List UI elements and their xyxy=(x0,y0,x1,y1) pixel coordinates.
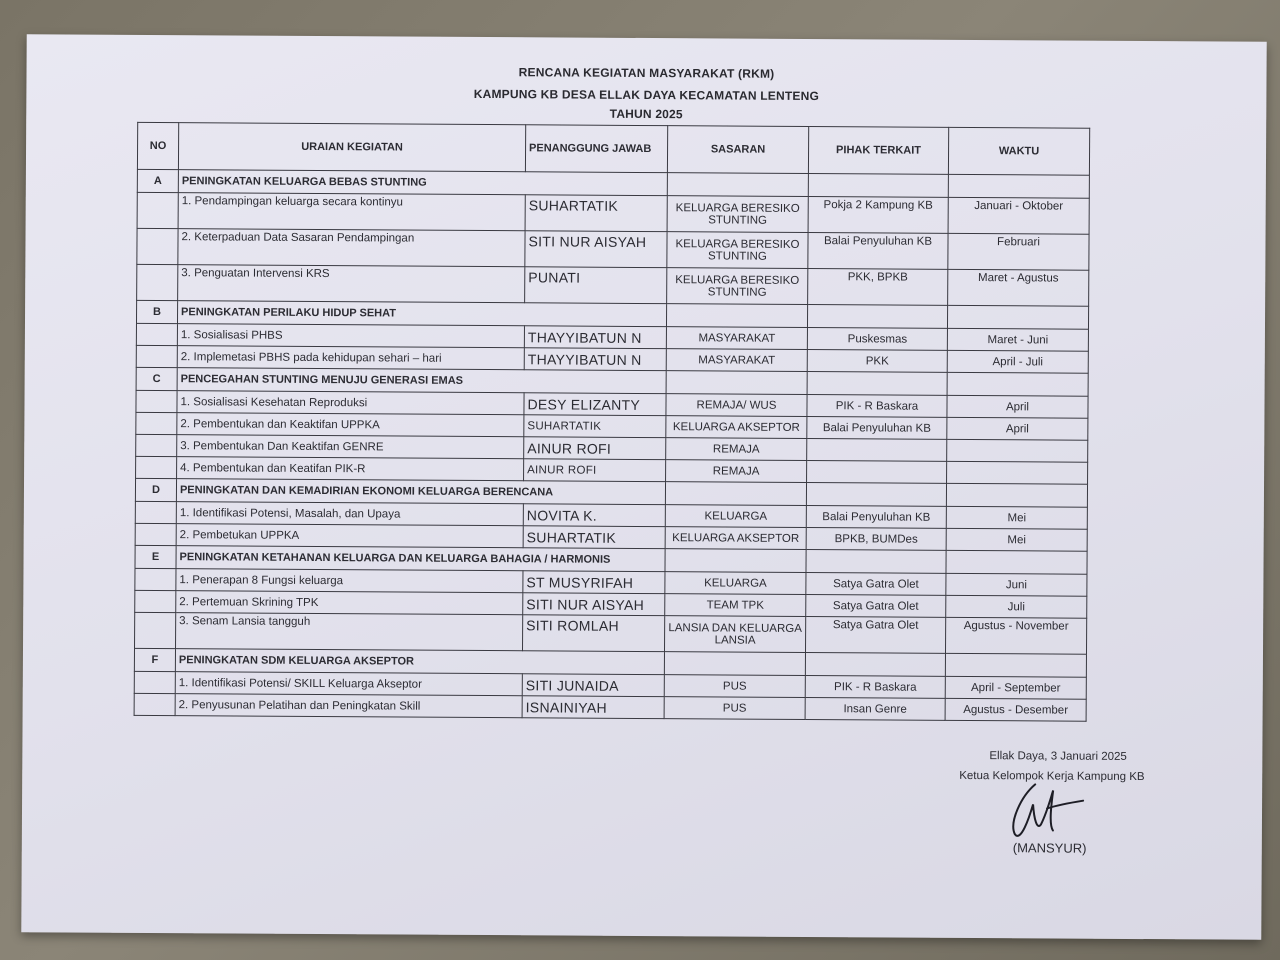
row-sasaran: KELUARGA AKSEPTOR xyxy=(666,416,807,439)
row-waktu: Mei xyxy=(946,528,1087,551)
row-sasaran: KELUARGA BERESIKO STUNTING xyxy=(667,196,808,233)
row-sasaran: REMAJA/ WUS xyxy=(666,394,807,417)
row-uraian: 2. Implemetasi PBHS pada kehidupan sehari – hari xyxy=(177,346,524,370)
row-waktu: Maret - Juni xyxy=(947,328,1088,351)
row-sasaran: MASYARAKAT xyxy=(666,327,807,350)
row-uraian: 1. Penerapan 8 Fungsi keluarga xyxy=(176,569,523,593)
section-code: F xyxy=(134,648,175,671)
row-pihak-terkait: PKK, BPKB xyxy=(808,268,948,305)
row-sasaran: KELUARGA AKSEPTOR xyxy=(665,527,806,550)
row-no-cell xyxy=(135,568,176,590)
section-empty-cell xyxy=(946,483,1087,507)
row-waktu: Januari - Oktober xyxy=(948,197,1089,234)
row-waktu: April xyxy=(947,417,1088,440)
header-sasaran: SASARAN xyxy=(667,126,808,174)
section-empty-cell xyxy=(806,482,946,506)
row-no-cell xyxy=(137,192,178,228)
row-pihak-terkait: Pokja 2 Kampung KB xyxy=(808,196,948,233)
section-empty-cell xyxy=(805,652,945,676)
row-sasaran: KELUARGA xyxy=(665,572,806,595)
document-subtitle: KAMPUNG KB DESA ELLAK DAYA KECAMATAN LENTENG xyxy=(473,86,820,104)
row-no-cell xyxy=(134,693,175,715)
section-empty-cell xyxy=(946,550,1087,574)
row-no-cell xyxy=(136,434,177,456)
signer-name: (MANSYUR) xyxy=(1012,840,1087,856)
row-penanggung-jawab: SITI JUNAIDA xyxy=(522,674,664,697)
table-header-row xyxy=(137,122,1089,175)
row-waktu: Juni xyxy=(946,573,1087,596)
section-empty-cell xyxy=(666,304,807,328)
document-title: RENCANA KEGIATAN MASYARAKAT (RKM) xyxy=(518,65,775,81)
row-waktu: Agustus - Desember xyxy=(945,698,1086,721)
section-title: PENINGKATAN KETAHANAN KELUARGA DAN KELUARGA BAHAGIA / HARMONIS xyxy=(176,546,665,572)
row-sasaran: REMAJA xyxy=(666,460,807,483)
row-pihak-terkait: PIK - R Baskara xyxy=(805,675,945,698)
row-pihak-terkait: Puskesmas xyxy=(807,327,947,350)
document-page xyxy=(21,34,1266,940)
row-no-cell xyxy=(136,390,177,412)
row-sasaran: LANSIA DAN KELUARGA LANSIA xyxy=(664,616,805,653)
row-pihak-terkait: Balai Penyuluhan KB xyxy=(807,416,947,439)
section-title: PENINGKATAN KELUARGA BEBAS STUNTING xyxy=(178,170,667,196)
section-title: PENINGKATAN SDM KELUARGA AKSEPTOR xyxy=(175,649,664,675)
row-penanggung-jawab: THAYYIBATUN N xyxy=(524,326,666,349)
row-uraian: 3. Senam Lansia tangguh xyxy=(176,613,523,651)
row-penanggung-jawab: SUHARTATIK xyxy=(524,415,666,438)
row-pihak-terkait: PKK xyxy=(807,349,947,372)
row-penanggung-jawab: THAYYIBATUN N xyxy=(524,348,666,371)
section-code: B xyxy=(136,300,177,323)
row-pihak-terkait xyxy=(807,438,947,461)
section-code: C xyxy=(136,367,177,390)
row-pihak-terkait: BPKB, BUMDes xyxy=(806,527,946,550)
row-waktu: Februari xyxy=(948,233,1089,270)
row-sasaran: TEAM TPK xyxy=(665,594,806,617)
section-empty-cell xyxy=(806,549,946,573)
row-penanggung-jawab: PUNATI xyxy=(525,267,667,304)
row-no-cell xyxy=(135,523,176,545)
row-waktu: Maret - Agustus xyxy=(948,269,1089,306)
row-pihak-terkait: Balai Penyuluhan KB xyxy=(806,505,946,528)
row-waktu: April - Juli xyxy=(947,350,1088,373)
section-empty-cell xyxy=(665,549,806,573)
row-no-cell xyxy=(137,228,178,264)
table-row xyxy=(137,228,1089,270)
row-uraian: 2. Keterpaduan Data Sasaran Pendampingan xyxy=(178,229,525,267)
header-penanggung-jawab: PENANGGUNG JAWAB xyxy=(525,125,667,173)
row-waktu xyxy=(947,461,1088,484)
row-sasaran: KELUARGA BERESIKO STUNTING xyxy=(667,268,808,305)
row-no-cell xyxy=(136,412,177,434)
handwritten-signature xyxy=(1007,778,1087,842)
row-waktu: Mei xyxy=(946,506,1087,529)
row-uraian: 1. Sosialisasi Kesehatan Reproduksi xyxy=(177,391,524,415)
document-year: TAHUN 2025 xyxy=(609,106,683,122)
section-title: PENINGKATAN DAN KEMADIRIAN EKONOMI KELUARGA BERENCANA xyxy=(176,479,665,505)
row-sasaran: KELUARGA BERESIKO STUNTING xyxy=(667,232,808,269)
section-empty-cell xyxy=(808,173,948,197)
row-uraian: 1. Sosialisasi PHBS xyxy=(177,324,524,348)
row-sasaran: REMAJA xyxy=(666,438,807,461)
section-empty-cell xyxy=(664,652,805,676)
row-no-cell xyxy=(135,501,176,523)
section-empty-cell xyxy=(947,372,1088,396)
row-penanggung-jawab: NOVITA K. xyxy=(523,504,665,527)
section-empty-cell xyxy=(947,305,1088,329)
section-empty-cell xyxy=(807,371,947,395)
section-code: D xyxy=(135,478,176,501)
row-no-cell xyxy=(136,345,177,367)
section-code: A xyxy=(137,169,178,192)
table-body xyxy=(134,169,1089,721)
row-uraian: 3. Penguatan Intervensi KRS xyxy=(178,265,525,303)
row-uraian: 2. Pertemuan Skrining TPK xyxy=(176,591,523,615)
row-sasaran: PUS xyxy=(664,697,805,720)
signer-title: Ketua Kelompok Kerja Kampung KB xyxy=(959,769,1145,784)
table-row xyxy=(137,264,1089,306)
row-no-cell xyxy=(137,264,178,300)
table-row xyxy=(134,693,1086,721)
row-no-cell xyxy=(135,612,176,648)
row-no-cell xyxy=(134,671,175,693)
row-uraian: 3. Pembentukan Dan Keaktifan GENRE xyxy=(177,435,524,459)
row-penanggung-jawab: SITI ROMLAH xyxy=(522,615,664,652)
row-penanggung-jawab: SITI NUR AISYAH xyxy=(523,593,665,616)
row-uraian: 1. Identifikasi Potensi/ SKILL Keluarga Akseptor xyxy=(175,672,522,696)
row-penanggung-jawab: AINUR ROFI xyxy=(524,459,666,482)
table-row xyxy=(135,612,1087,654)
row-sasaran: MASYARAKAT xyxy=(666,349,807,372)
row-pihak-terkait xyxy=(807,460,947,483)
row-waktu xyxy=(947,439,1088,462)
row-uraian: 1. Identifikasi Potensi, Masalah, dan Upaya xyxy=(176,502,523,526)
section-empty-cell xyxy=(665,482,806,506)
row-uraian: 2. Pembentukan dan Keaktifan UPPKA xyxy=(177,413,524,437)
row-no-cell xyxy=(136,456,177,478)
row-sasaran: KELUARGA xyxy=(665,505,806,528)
rkm-table xyxy=(134,122,1091,722)
table-row xyxy=(137,192,1089,234)
row-penanggung-jawab: ST MUSYRIFAH xyxy=(523,571,665,594)
row-waktu: April - September xyxy=(945,676,1086,699)
row-penanggung-jawab: SITI NUR AISYAH xyxy=(525,231,667,268)
section-empty-cell xyxy=(807,304,947,328)
section-empty-cell xyxy=(667,173,808,197)
row-pihak-terkait: Satya Gatra Olet xyxy=(805,616,945,653)
section-title: PENCEGAHAN STUNTING MENUJU GENERASI EMAS xyxy=(177,368,666,394)
section-empty-cell xyxy=(666,371,807,395)
row-no-cell xyxy=(136,323,177,345)
row-pihak-terkait: Balai Penyuluhan KB xyxy=(808,232,948,269)
row-penanggung-jawab: AINUR ROFI xyxy=(524,437,666,460)
row-penanggung-jawab: DESY ELIZANTY xyxy=(524,393,666,416)
row-waktu: Juli xyxy=(946,595,1087,618)
row-uraian: 1. Pendampingan keluarga secara kontinyu xyxy=(178,193,525,231)
row-pihak-terkait: Insan Genre xyxy=(805,697,945,720)
header-uraian: URAIAN KEGIATAN xyxy=(178,123,525,172)
row-pihak-terkait: Satya Gatra Olet xyxy=(806,572,946,595)
section-title: PENINGKATAN PERILAKU HIDUP SEHAT xyxy=(177,301,666,327)
row-uraian: 2. Pembetukan UPPKA xyxy=(176,524,523,548)
row-penanggung-jawab: ISNAINIYAH xyxy=(522,696,664,719)
row-waktu: Agustus - November xyxy=(945,617,1086,654)
row-penanggung-jawab: SUHARTATIK xyxy=(525,195,667,232)
row-waktu: April xyxy=(947,395,1088,418)
header-waktu: WAKTU xyxy=(948,127,1089,175)
header-no: NO xyxy=(137,122,178,169)
place-date: Ellak Daya, 3 Januari 2025 xyxy=(989,750,1127,763)
row-uraian: 4. Pembentukan dan Keatifan PIK-R xyxy=(177,457,524,481)
row-sasaran: PUS xyxy=(664,675,805,698)
row-pihak-terkait: Satya Gatra Olet xyxy=(806,594,946,617)
section-code: E xyxy=(135,545,176,568)
row-uraian: 2. Penyusunan Pelatihan dan Peningkatan Skill xyxy=(175,694,522,718)
header-pihak-terkait: PIHAK TERKAIT xyxy=(808,126,948,174)
row-penanggung-jawab: SUHARTATIK xyxy=(523,526,665,549)
row-no-cell xyxy=(135,590,176,612)
section-empty-cell xyxy=(945,653,1086,677)
section-empty-cell xyxy=(948,174,1089,198)
row-pihak-terkait: PIK - R Baskara xyxy=(807,394,947,417)
